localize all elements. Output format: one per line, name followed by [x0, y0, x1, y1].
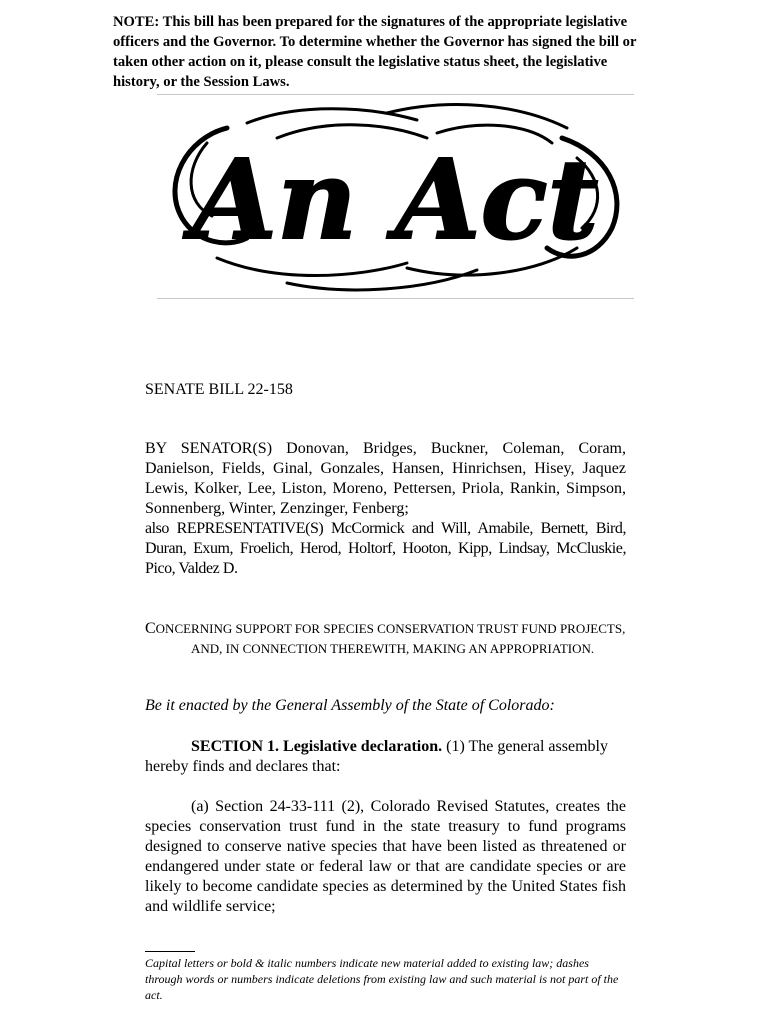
bill-title-line-1: [145, 619, 635, 639]
paragraph-a: (a) Section 24-33-111 (2), Colorado Revised Statutes, creates the species conservation trust fund in the state treasury to fund programs designed to conserve native species that have been listed as threatened or endangered under state or federal law or that are candidate species or are likely to become candidate species as determined by the United States fish and wildlife service;: [145, 798, 626, 915]
bill-title-initial: C: [145, 620, 156, 637]
bill-title: [145, 619, 635, 659]
senate-sponsors: BY SENATOR(S) Donovan, Bridges, Buckner, Coleman, Coram, Danielson, Fields, Ginal, Gonzales, Hansen, Hinrichsen, Hisey, Jaquez Lewis, Kolker, Lee, Liston, Moreno, Pettersen, Priola, Rankin, Simpson, Sonnenberg, Winter, Zenzinger, Fenberg;: [145, 440, 626, 517]
section-1: [145, 737, 626, 777]
bill-number: SENATE BILL 22-158: [145, 381, 293, 398]
bill-title-line-2: AND, IN CONNECTION THEREWITH, MAKING AN APPROPRIATION.: [191, 641, 595, 656]
house-sponsors: also REPRESENTATIVE(S) McCormick and Will, Amabile, Bernett, Bird, Duran, Exum, Froelich, Herod, Holtorf, Hooton, Kipp, Lindsay, McCluskie, Pico, Valdez D.: [145, 520, 626, 577]
section-1-text: (1) The general assembly hereby finds and declares that:: [145, 738, 608, 775]
footnote: Capital letters or bold & italic numbers indicate new material added to existing law; dashes through words or numbers indicate deletions from existing law and such material is not part of the act.: [145, 956, 619, 1002]
logo-bottom-rule: [157, 298, 634, 299]
bill-title-line-1-rest: ONCERNING SUPPORT FOR SPECIES CONSERVATION TRUST FUND PROJECTS,: [155, 621, 626, 636]
an-act-logo: [157, 98, 634, 296]
sponsors: [145, 439, 626, 579]
legislative-note: NOTE: This bill has been prepared for the signatures of the appropriate legislative officers and the Governor. To determine whether the Governor has signed the bill or taken other action on it, please consult the legislative status sheet, the legislative history, or the Session Laws.: [113, 14, 637, 90]
footnote-separator: [145, 951, 195, 952]
an-act-lettering: An Act: [191, 135, 599, 264]
logo-top-rule: [157, 94, 634, 95]
enacting-clause: Be it enacted by the General Assembly of the State of Colorado:: [145, 697, 555, 714]
section-1-heading: SECTION 1. Legislative declaration.: [191, 738, 443, 755]
